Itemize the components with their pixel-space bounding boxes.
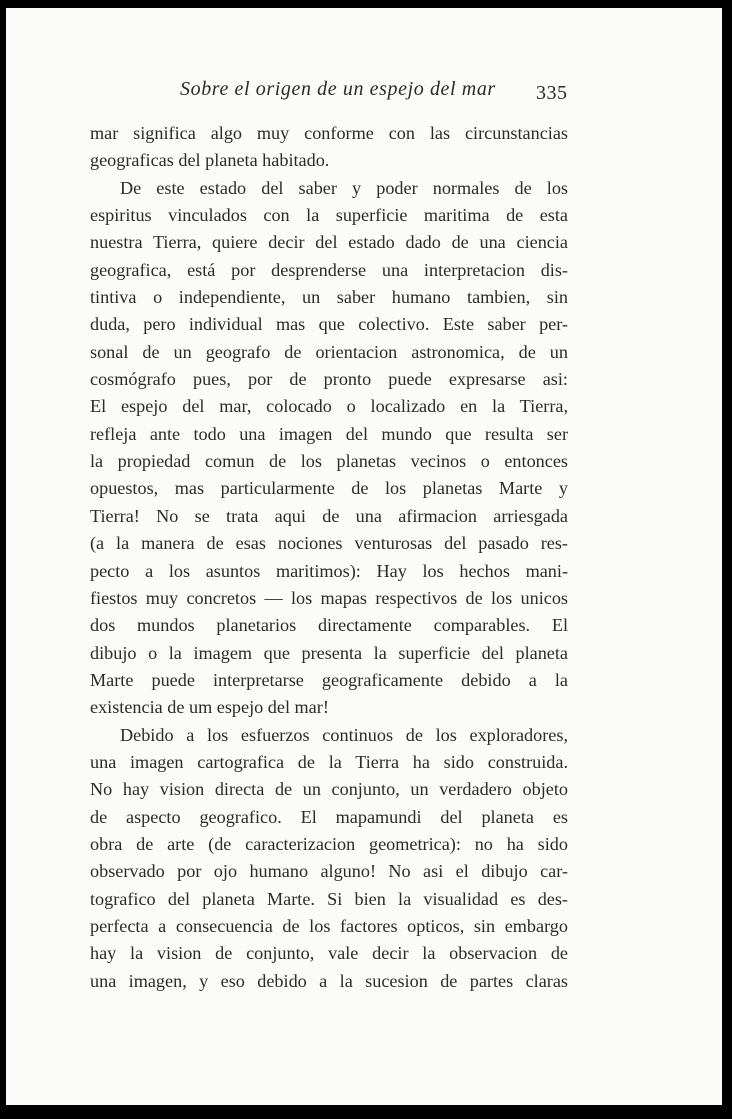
- page-number: 335: [536, 82, 568, 104]
- text-line: refleja ante todo una imagen del mundo que resulta ser: [90, 423, 568, 444]
- text-line: El espejo del mar, colocado o localizado en la Tierra,: [90, 396, 568, 417]
- text-line: perfecta a consecuencia de los factores opticos, sin embargo: [90, 915, 568, 936]
- text-line: obra de arte (de caracterizacion geometrica): no ha sido: [90, 833, 568, 854]
- text-line: geografica, está por desprenderse una interpretacion dis-: [90, 259, 568, 280]
- text-line: fiestos muy concretos — los mapas respectivos de los unicos: [90, 587, 568, 608]
- text-line: una imagen cartografica de la Tierra ha sido construida.: [90, 751, 568, 772]
- text-line: nuestra Tierra, quiere decir del estado dado de una ciencia: [90, 232, 568, 253]
- text-line: de aspecto geografico. El mapamundi del planeta es: [90, 806, 568, 827]
- text-line: tografico del planeta Marte. Si bien la visualidad es des-: [90, 888, 568, 909]
- text-line: tintiva o independiente, un saber humano tambien, sin: [90, 287, 568, 308]
- text-line: la propiedad comun de los planetas vecinos o entonces: [90, 451, 568, 472]
- text-line: espiritus vinculados con la superficie maritima de esta: [90, 205, 568, 226]
- text-line: geograficas del planeta habitado.: [90, 150, 330, 171]
- text-line: (a la manera de esas nociones venturosas del pasado res-: [90, 533, 568, 554]
- text-line: cosmógrafo pues, por de pronto puede expresarse asi:: [90, 369, 568, 390]
- text-line: pecto a los asuntos maritimos): Hay los hechos mani-: [90, 560, 568, 581]
- text-line: Debido a los esfuerzos continuos de los exploradores,: [120, 724, 568, 745]
- running-head: [6, 78, 722, 114]
- text-line: No hay vision directa de un conjunto, un verdadero objeto: [90, 779, 568, 800]
- book-page: [6, 8, 722, 1105]
- text-line: De este estado del saber y poder normales de los: [120, 177, 568, 198]
- paragraph-3: [90, 722, 568, 995]
- text-line: dos mundos planetarios directamente comparables. El: [90, 615, 568, 636]
- text-column: [90, 120, 568, 995]
- text-line: Marte puede interpretarse geograficamente debido a la: [90, 669, 568, 690]
- text-line: sonal de un geografo de orientacion astronomica, de un: [90, 341, 568, 362]
- paragraph-2: [90, 175, 568, 722]
- text-line: hay la vision de conjunto, vale decir la observacion de: [90, 943, 568, 964]
- text-line: mar significa algo muy conforme con las circunstancias: [90, 123, 568, 143]
- text-line: opuestos, mas particularmente de los planetas Marte y: [90, 478, 568, 499]
- text-line: dibujo o la imagem que presenta la superficie del planeta: [90, 642, 568, 663]
- running-title: Sobre el origen de un espejo del mar: [180, 78, 496, 100]
- paragraph-1: [90, 120, 568, 175]
- text-line: Tierra! No se trata aqui de una afirmacion arriesgada: [90, 505, 568, 526]
- text-line: una imagen, y eso debido a la sucesion de partes claras: [90, 970, 568, 991]
- text-line: existencia de um espejo del mar!: [90, 697, 329, 718]
- text-line: observado por ojo humano alguno! No asi el dibujo car-: [90, 861, 568, 882]
- text-line: duda, pero individual mas que colectivo. Este saber per-: [90, 314, 568, 335]
